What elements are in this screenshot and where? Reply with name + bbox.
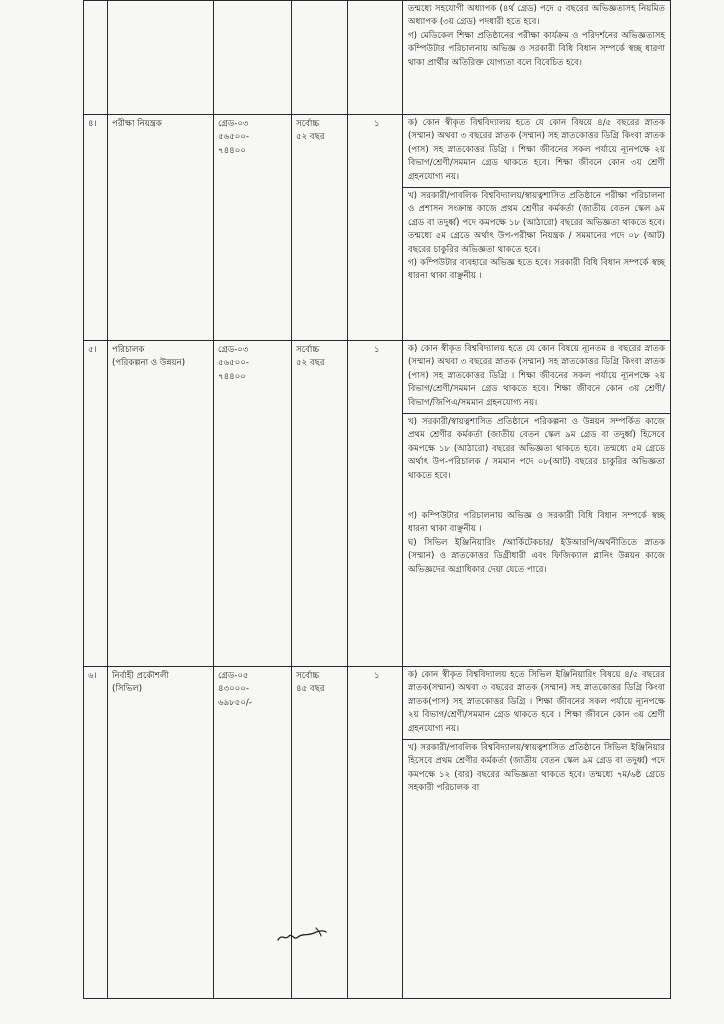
post-count-cell: ১ <box>348 115 403 341</box>
qualification-cell <box>403 115 671 341</box>
post-name-cell: পরীক্ষা নিয়ন্ত্রক <box>108 115 214 341</box>
age-limit-cell <box>292 1 348 115</box>
post-name-cell <box>108 1 214 115</box>
qualification-cell <box>403 1 671 115</box>
serial-cell <box>84 1 108 115</box>
qualification-block: খ) সরকারী/পাবলিক বিশ্ববিদ্যালয়/স্বায়ত্বশাসিত প্রতিষ্ঠানে সিভিল ইঞ্জিনিয়ার হিসেবে প্রথম শ্রেণীর কর্মকর্তা (জাতীয় বেতন স্কেল ৯ম গ্রেড বা তদুর্ধ্ব) পদে কমপক্ষে ১২ (বার) বছরের অভিজ্ঞতা থাকতে হবে। তন্মধ্যে ৭ম/৬ষ্ঠ গ্রেডে সহকারী পরিচালক বা <box>403 739 670 799</box>
serial-cell: ৬। <box>84 667 108 999</box>
age-limit-cell: সর্বোচ্চ ৪৫ বছর <box>292 667 348 999</box>
age-limit-cell: সর্বোচ্চ ৫২ বছর <box>292 341 348 667</box>
post-count-cell <box>348 1 403 115</box>
qualification-block: ক) কোন স্বীকৃত বিশ্ববিদ্যালয় হতে যে কোন বিষয়ে ৪/৫ বছরের স্নাতক (সম্মান) অথবা ৩ বছরের স্নাতক (সম্মান) সহ স্নাতকোত্তর ডিগ্রি কিংবা স্নাতক (পাস) সহ স্নাতকোত্তর ডিগ্রি । শিক্ষা জীবনের সকল পর্যায়ে ন্যূনপক্ষে ২য় বিভাগ/শ্রেণী/সমমান গ্রেড থাকতে হবে। শিক্ষা জীবনে কোন ৩য় শ্রেণী গ্রহনযোগ্য নয়। <box>408 118 665 182</box>
grade-scale-cell: গ্রেড-০৫ ৪৩০০০- ৬৯৮৫০/- <box>214 667 292 999</box>
grade-scale-cell: গ্রেড-০৩ ৫৬৫০০- ৭৪৪০০ <box>214 341 292 667</box>
table-row <box>84 341 671 667</box>
table-row <box>84 1 671 115</box>
table-row <box>84 115 671 341</box>
post-count-cell: ১ <box>348 341 403 667</box>
serial-cell: ৫। <box>84 341 108 667</box>
post-count-cell: ১ <box>348 667 403 999</box>
post-name-cell: নির্বাহী প্রকৌশলী (সিভিল) <box>108 667 214 999</box>
table-row <box>84 667 671 999</box>
qualification-block: তন্মধ্যে সহযোগী অধ্যাপক (৪র্থ গ্রেড) পদে ৫ বছরের অভিজ্ঞতাসহ নিয়মিত অধ্যাপক (৩য় গ্রেড) পদধারী হতে হবে। গ) মেডিকেল শিক্ষা প্রতিষ্ঠানের পরীক্ষা কার্যক্রম ও পরিদর্শনের অভিজ্ঞতাসহ কম্পিউটার পরিচালনায় অভিজ্ঞ ও সরকারী বিধি বিধান সম্পর্কে স্বচ্ছ ধারণা থাকা প্রার্থীর অতিরিক্ত যোগ্যতা বলে বিবেচিত হবে। <box>408 4 665 68</box>
post-name-cell: পরিচালক (পরিকল্পনা ও উন্নয়ন) <box>108 341 214 667</box>
qualification-cell <box>403 341 671 667</box>
qualification-block: ক) কোন স্বীকৃত বিশ্ববিদ্যালয় হতে সিভিল ইঞ্জিনিয়ারিং বিষয়ে ৪/৫ বছরের স্নাতক(সম্মান) অথবা ৩ বছরের স্নাতক (সম্মান) সহ স্নাতকোত্তর ডিগ্রি কিংবা স্নাতক(পাস) সহ স্নাতকোত্তর ডিগ্রি । শিক্ষা জীবনের সকল পর্যায়ে ন্যূনপক্ষে ২য় বিভাগ/শ্রেণী/সমমান গ্রেড থাকতে হবে । শিক্ষা জীবনে কোন ৩য় শ্রেণী গ্রহনযোগ্য নয়। <box>408 670 665 734</box>
grade-scale-cell: গ্রেড-০৩ ৫৬৫০০- ৭৪৪০০ <box>214 115 292 341</box>
qualification-block: ক) কোন স্বীকৃত বিশ্ববিদ্যালয় হতে যে কোন বিষয়ে ন্যূনতম ৪ বছরের স্নাতক (সম্মান) অথবা ৩ বছরের স্নাতক (সম্মান) সহ স্নাতকোত্তর ডিগ্রি কিংবা স্নাতক (পাস) সহ স্নাতকোত্তর ডিগ্রি । শিক্ষা জীবনের সকল পর্যায়ে ন্যূনপক্ষে ২য় বিভাগ/শ্রেণী/সমমান গ্রেড থাকতে হবে। শিক্ষা জীবনে কোন ৩য় শ্রেণী/বিভাগ/জিপিএ/সমমান গ্রহনযোগ্য নয়। <box>408 344 665 408</box>
serial-cell: ৪। <box>84 115 108 341</box>
qualification-block: খ) সরকারী/স্বায়ত্বশাসিত প্রতিষ্ঠানে পরিকল্পনা ও উন্নয়ন সম্পর্কিত কাজে প্রথম শ্রেণীর কর্মকর্তা (জাতীয় বেতন স্কেল ৯ম গ্রেড বা তদুর্ধ্ব) হিসেবে কমপক্ষে ১৮ (আঠারো) বছরের অভিজ্ঞতা থাকতে হবে। তন্মধ্যে ৫ম গ্রেডে অর্থাৎ উপ-পরিচালক / সমমান পদে ০৮(আট) বছরের চাকুরির অভিজ্ঞতা থাকতে হবে। গ) কম্পিউটার পরিচালনায় অভিজ্ঞ ও সরকারী বিধি বিধান সম্পর্কে স্বচ্ছ ধারনা থাকা বাঞ্ছনীয় । ঘ) সিভিল ইঞ্জিনিয়ারিং /আর্কিটেকচার/ ইউআরপি/অর্থনীতিতে স্নাতক (সম্মান) ও স্নাতকোত্তর ডিগ্রীধারী এবং ফিজিক্যাল প্লানিং উন্নয়ন কাজে অভিজ্ঞদের অগ্রাধিকার দেয়া যেতে পারে। <box>403 413 670 580</box>
signature-mark <box>276 924 328 946</box>
grade-scale-cell <box>214 1 292 115</box>
age-limit-cell: সর্বোচ্চ ৫২ বছর <box>292 115 348 341</box>
qualification-cell <box>403 667 671 999</box>
recruitment-table <box>83 0 671 999</box>
qualification-block: খ) সরকারী/পাবলিক বিশ্ববিদ্যালয়/স্বায়ত্বশাসিত প্রতিষ্ঠানে পরীক্ষা পরিচালনা ও প্রশাসন সংক্রান্ত কাজে প্রথম শ্রেণীর কর্মকর্তা (জাতীয় বেতন স্কেল ৯ম গ্রেড বা তদুর্ধ্ব) পদে কমপক্ষে ১৮ (আঠারো) বছরের অভিজ্ঞতা থাকতে হবে। তন্মধ্যে ৫ম গ্রেডে অর্থাৎ উপ-পরীক্ষা নিয়ন্ত্রক / সমমানের পদে ০৮ (আট) বছরের চাকুরির অভিজ্ঞতা থাকতে হবে। গ) কম্পিউটার ব্যবহারে অভিজ্ঞ হতে হবে। সরকারী বিধি বিধান সম্পর্কে স্বচ্ছ ধারনা থাকা বাঞ্ছনীয় । <box>403 187 670 287</box>
